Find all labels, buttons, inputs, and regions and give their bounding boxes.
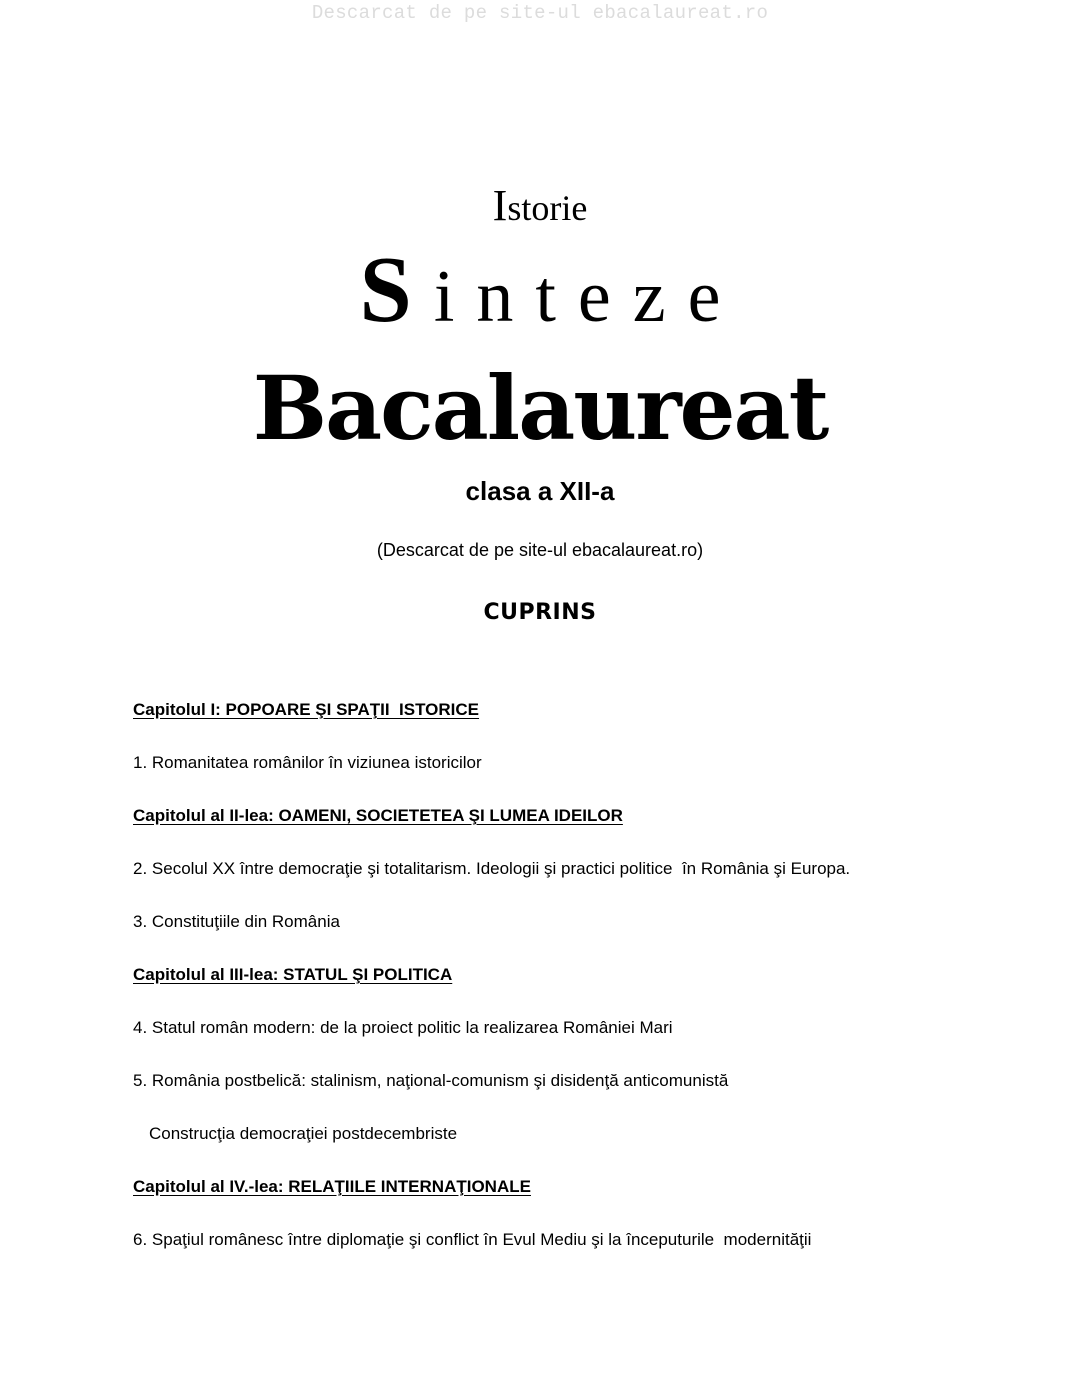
toc-chapter-4: Capitolul al IV.-lea: RELAŢIILE INTERNAŢIONALE	[133, 1177, 531, 1196]
sinteze-title	[0, 238, 1080, 345]
toc-item-4: 4. Statul român modern: de la proiect politic la realizarea României Mari	[133, 1018, 673, 1037]
toc-item-2: 2. Secolul XX între democraţie şi totalitarism. Ideologii şi practici politice în România şi Europa.	[133, 859, 851, 878]
bacalaureat-title: Bacalaureat	[252, 356, 828, 460]
toc-heading: CUPRINS	[483, 600, 597, 625]
subject-rest: storie	[507, 188, 588, 228]
toc-subitem-5: Construcţia democraţiei postdecembriste	[149, 1124, 458, 1143]
watermark: Descarcat de pe site-ul ebacalaureat.ro	[311, 2, 769, 24]
sinteze-initial: S	[359, 238, 434, 342]
grade-label: clasa a XII-a	[465, 476, 615, 506]
toc-item-5: 5. România postbelică: stalinism, naţional-comunism şi disidenţă anticomunistă	[133, 1071, 729, 1090]
toc-chapter-2: Capitolul al II-lea: OAMENI, SOCIETETEA ŞI LUMEA IDEILOR	[133, 806, 623, 825]
sinteze-rest: inteze	[433, 256, 743, 338]
source-note: (Descarcat de pe site-ul ebacalaureat.ro)	[376, 540, 704, 560]
toc-chapter-3: Capitolul al III-lea: STATUL ŞI POLITICA	[133, 965, 453, 984]
toc-item-6: 6. Spaţiul românesc între diplomaţie şi conflict în Evul Mediu şi la începuturile modernităţii	[133, 1230, 812, 1249]
table-of-contents	[133, 698, 1033, 1281]
toc-item-1: 1. Romanitatea românilor în viziunea istoricilor	[133, 753, 482, 772]
toc-chapter-1: Capitolul I: POPOARE ŞI SPAŢII ISTORICE	[133, 700, 480, 719]
subject-title	[0, 181, 1080, 230]
toc-item-3: 3. Constituţiile din România	[133, 912, 340, 931]
subject-initial: I	[492, 181, 508, 230]
